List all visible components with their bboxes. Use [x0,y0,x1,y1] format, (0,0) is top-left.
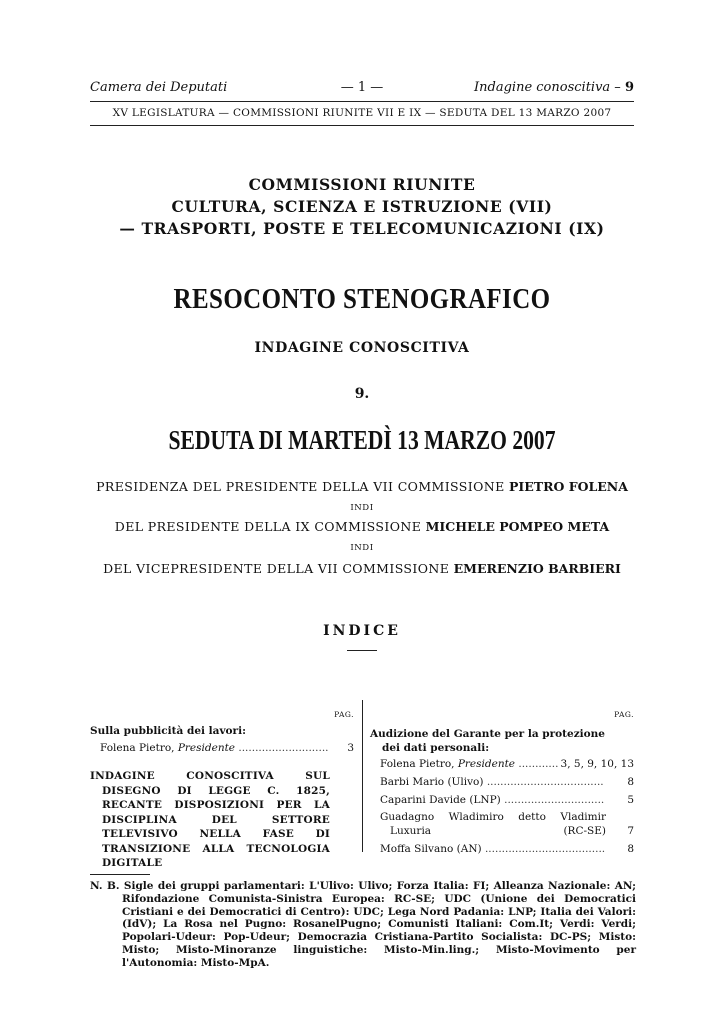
index-entry[interactable] [380,757,634,771]
presidenza-line [40,519,684,534]
entry-role: Presidente [177,742,236,754]
header-page-number: — 1 — [340,80,384,95]
header-right [474,80,634,95]
indi-label: INDI [350,543,374,553]
entry-page: 7 [627,825,634,837]
commissioni-line: COMMISSIONI RIUNITE [248,175,476,194]
indi-label: INDI [350,503,374,513]
header-right-label: Indagine conoscitiva – [474,80,621,95]
index-entry[interactable] [90,741,354,755]
presidenza-text: PRESIDENZA DEL PRESIDENTE DELLA VII COMMISSIONE [96,479,505,494]
entry-name: Folena Pietro, [380,758,455,770]
entry-role: Presidente [457,758,516,770]
session-number: 9. [354,386,370,402]
entry-name: Folena Pietro, [100,742,175,754]
presidenza-text: DEL VICEPRESIDENTE DELLA VII COMMISSIONE [103,561,450,576]
seduta-title: SEDUTA DI MARTEDÌ 13 MARZO 2007 [168,425,556,455]
index-section-audizione: Audizione del Garante per la protezione dei dati personali: [370,728,605,754]
index-entry[interactable] [380,842,634,856]
entry-page: 8 [627,843,634,855]
commissioni-line: CULTURA, SCIENZA E ISTRUZIONE (VII) [171,197,553,216]
pag-label-right: PAG. [614,710,634,719]
header-right-number: 9 [624,80,634,95]
entry-page: 3, 5, 9, 10, 13 [560,758,634,770]
presidenza-name: EMERENZIO BARBIERI [453,561,621,576]
index-entry[interactable] [380,810,634,838]
entry-dots: ............ [518,758,559,770]
index-section-indagine: INDAGINE CONOSCITIVA SUL DISEGNO DI LEGGE C. 1825, RECANTE DISPOSIZIONI PER LA DISCIPLINA DEL SETTORE TELEVISIVO NELLA FASE DI TRANSIZIONE ALLA TECNOLOGIA DIGITALE [90,770,330,869]
presidenza-name: MICHELE POMPEO META [425,519,610,534]
entry-page: 8 [627,776,634,788]
entry-dots: .............................. [504,794,605,806]
entry-dots: ................................... [486,776,604,788]
entry-name: Moffa Silvano (AN) [380,843,482,855]
footnote-rule [90,874,150,875]
index-entry[interactable] [380,775,634,789]
legislatura-line: XV LEGISLATURA — COMMISSIONI RIUNITE VII E IX — SEDUTA DEL 13 MARZO 2007 [112,107,612,119]
running-header [90,80,634,98]
entry-dots: .................................... [484,843,606,855]
presidenza-name: PIETRO FOLENA [509,479,628,494]
commissioni-heading [40,174,684,240]
commissioni-line: — TRASPORTI, POSTE E TELECOMUNICAZIONI (IX) [119,219,605,238]
pag-label-left: PAG. [334,710,354,719]
page-title: RESOCONTO STENOGRAFICO [173,283,551,315]
entry-page: 3 [347,742,354,754]
header-left: Camera dei Deputati [90,80,228,95]
column-divider [362,700,363,852]
presidenza-line [40,561,684,576]
index-entry[interactable] [380,793,634,807]
footnote [90,880,636,970]
presidenza-line [40,479,684,494]
entry-name: Caparini Davide (LNP) [380,794,501,806]
entry-name: Barbi Mario (Ulivo) [380,776,484,788]
index-section-pubblicita: Sulla pubblicità dei lavori: [90,725,246,737]
entry-dots: ........................... [238,742,329,754]
header-rule-top [90,101,634,102]
indice-title: INDICE [323,623,401,639]
entry-page: 5 [627,794,634,806]
presidenza-text: DEL PRESIDENTE DELLA IX COMMISSIONE [114,519,422,534]
footnote-text: N. B. Sigle dei gruppi parlamentari: L'Ulivo: Ulivo; Forza Italia: FI; Alleanza Nazionale: AN; Rifondazione Comunista-Sinistra Europea: RC-SE; UDC (Unione dei Democratici Cristiani e dei Democratici di Centro): UDC; Lega Nord Padania: LNP; Italia dei Valori: (IdV); La Rosa nel Pugno: RosanelPugno; Comunisti Italiani: Com.It; Verdi: Verdi; Popolari-Udeur: Pop-Udeur; Democrazia Cristiana-Partito Socialista: DC-PS; Misto: Misto; Misto-Minoranze linguistiche: Misto-Min.ling.; Misto-Movimento per l'Autonomia: Misto-MpA. [90,880,636,969]
entry-name: Guadagno Wladimiro detto Vladimir Luxuria (RC-SE) [380,811,606,837]
indice-rule [347,650,377,651]
subtitle: INDAGINE CONOSCITIVA [254,340,470,356]
header-rule-bottom [90,125,634,126]
